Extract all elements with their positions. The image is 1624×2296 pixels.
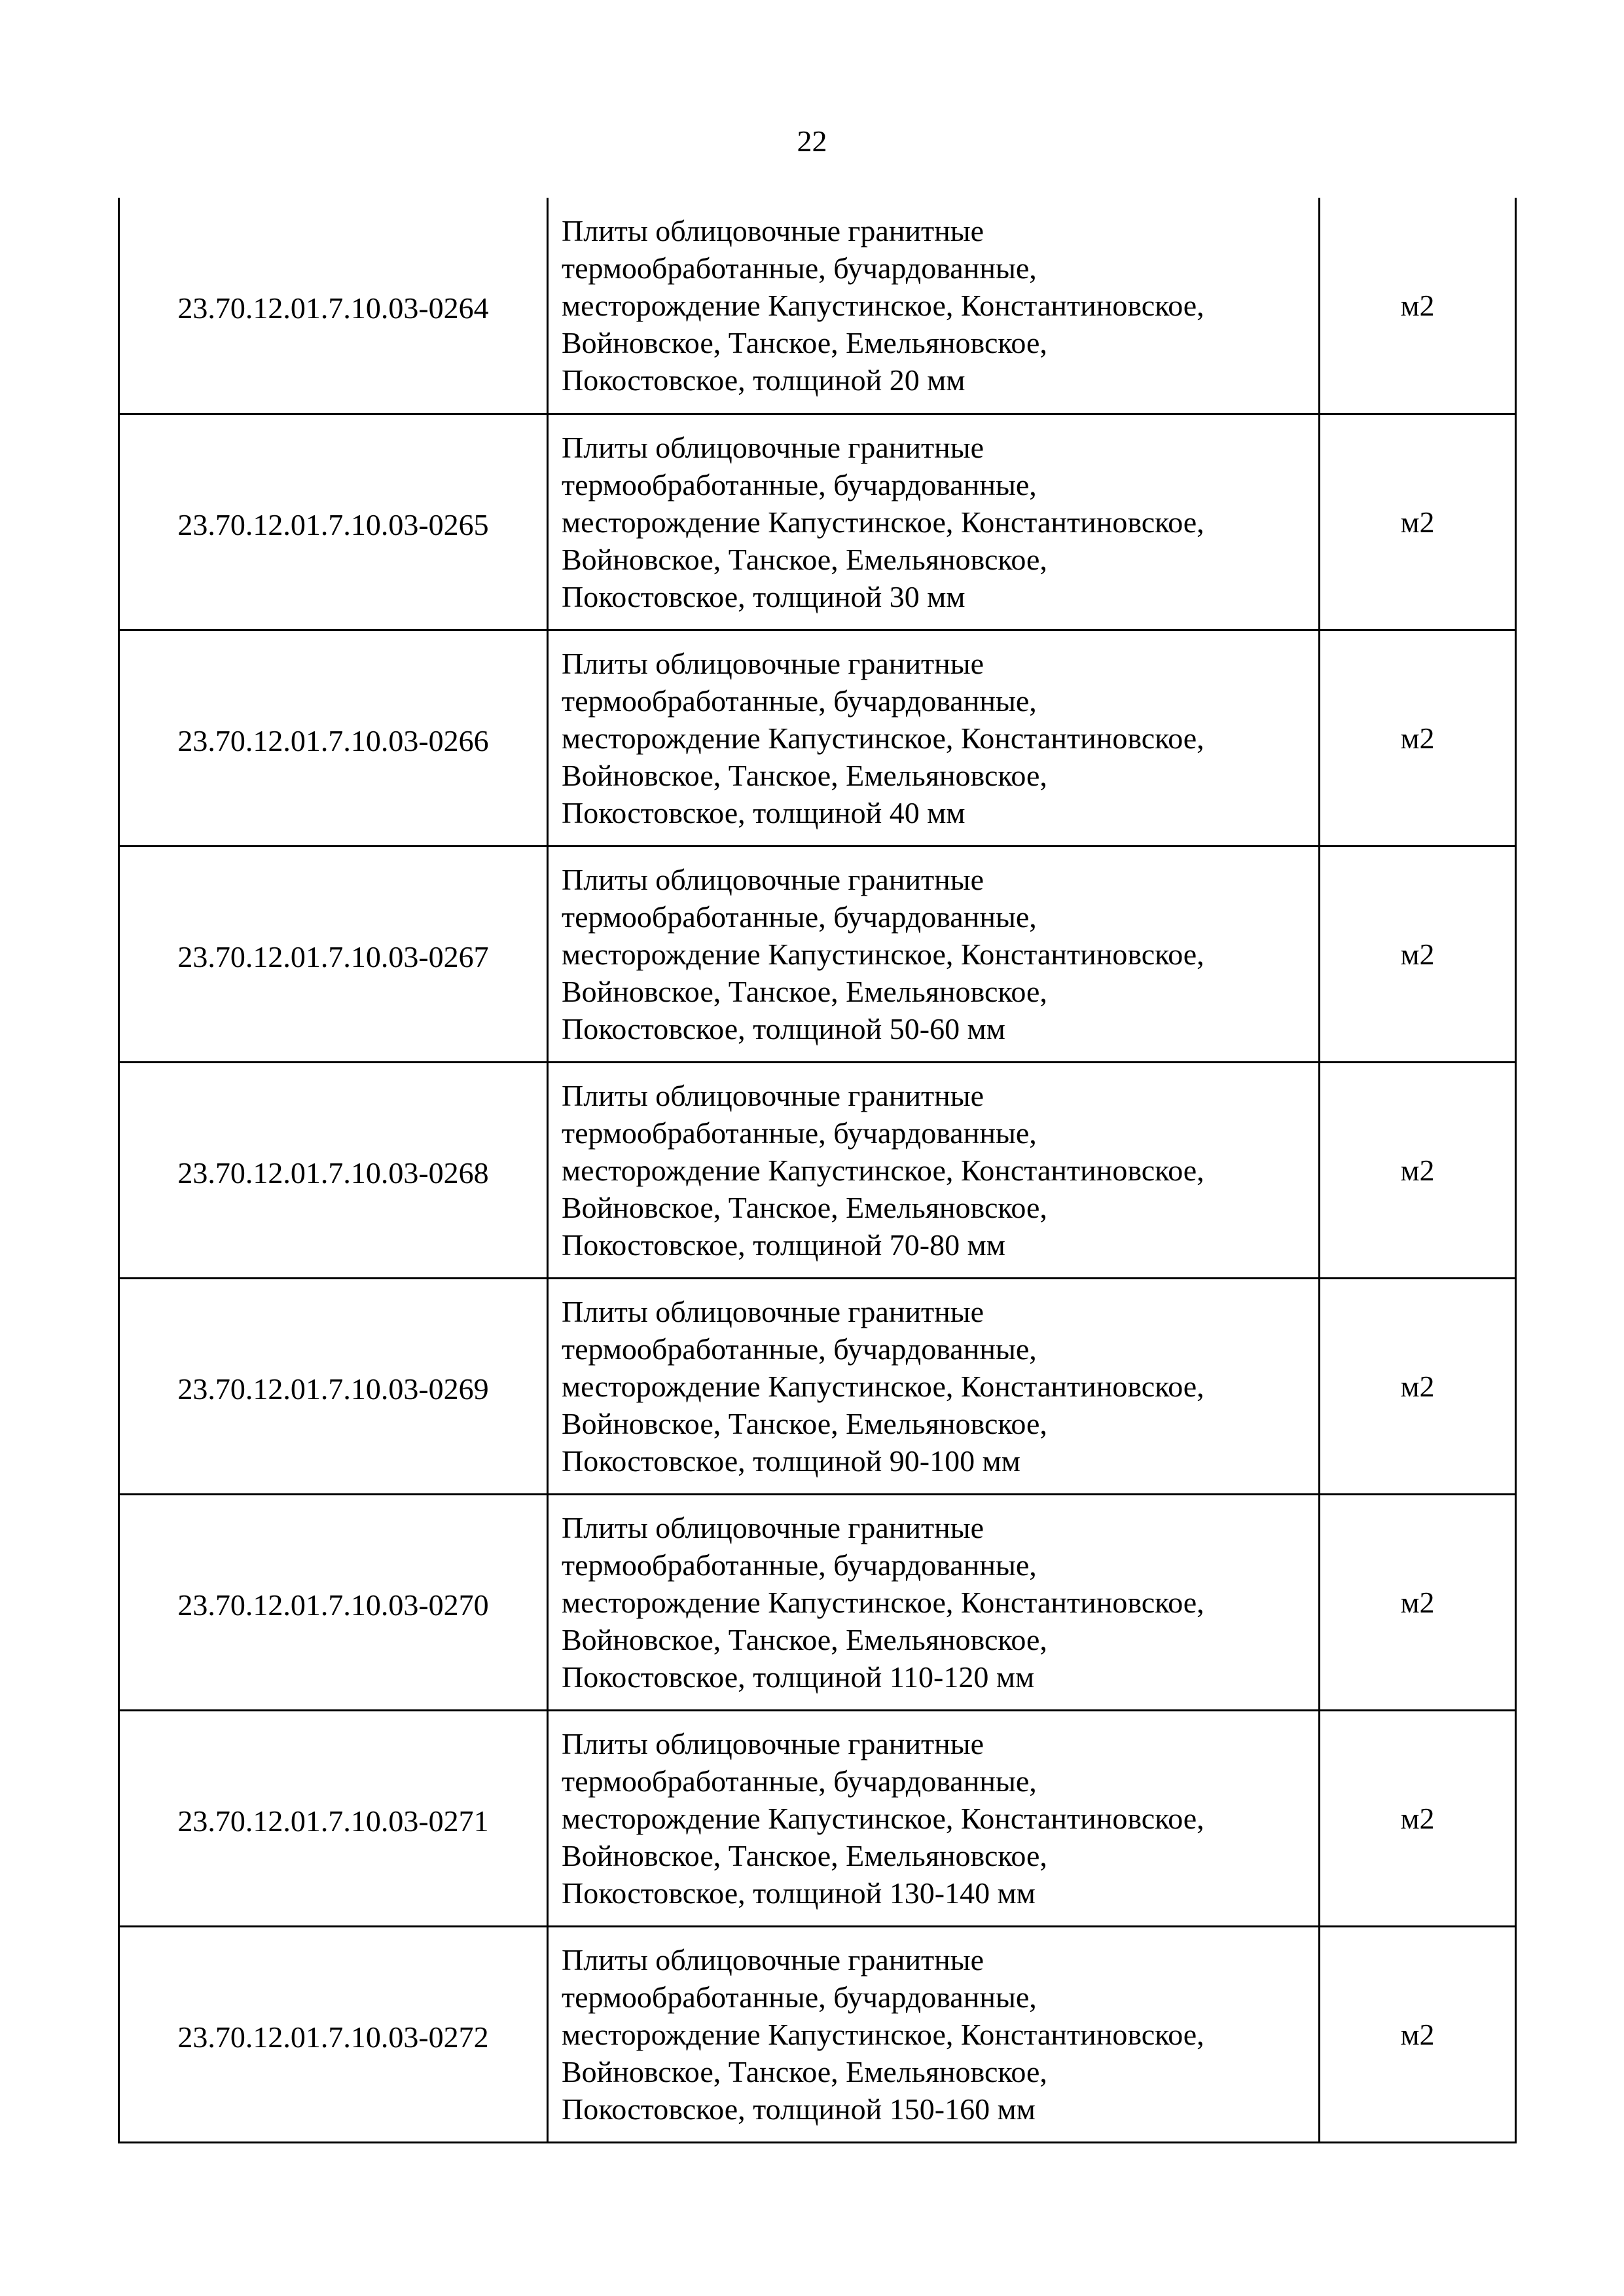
description-line: Покостовское, толщиной 50-60 мм [562,1011,1005,1046]
resource-description [548,1062,1320,1278]
table-row [119,198,1516,414]
description-line: месторождение Капустинское, Константиновское, [562,721,1204,755]
description-line: Плиты облицовочные гранитные [562,213,984,247]
resource-code: 23.70.12.01.7.10.03-0264 [119,198,548,414]
description-line: термообработанные, бучардованные, [562,251,1037,285]
resource-description [548,1926,1320,2142]
unit-of-measure: м2 [1320,846,1516,1062]
description-line: термообработанные, бучардованные, [562,1548,1037,1582]
resource-description [548,414,1320,630]
description-line: термообработанные, бучардованные, [562,683,1037,718]
resource-description [548,1494,1320,1710]
description-line: месторождение Капустинское, Константиновское, [562,1369,1204,1403]
table-row [119,630,1516,846]
resource-code: 23.70.12.01.7.10.03-0270 [119,1494,548,1710]
unit-of-measure: м2 [1320,414,1516,630]
description-line: Плиты облицовочные гранитные [562,1942,984,1977]
description-line: месторождение Капустинское, Константиновское, [562,937,1204,971]
description-line: Войновское, Танское, Емельяновское, [562,974,1047,1008]
resource-code: 23.70.12.01.7.10.03-0268 [119,1062,548,1278]
description-line: Покостовское, толщиной 130-140 мм [562,1876,1036,1910]
description-line: Плиты облицовочные гранитные [562,646,984,680]
table-row [119,1926,1516,2142]
table-row [119,1278,1516,1494]
description-line: термообработанные, бучардованные, [562,1980,1037,2014]
description-line: Покостовское, толщиной 90-100 мм [562,1444,1020,1478]
description-line: Войновское, Танское, Емельяновское, [562,1190,1047,1224]
description-line: Плиты облицовочные гранитные [562,1078,984,1112]
description-line: Плиты облицовочные гранитные [562,1726,984,1760]
description-line: термообработанные, бучардованные, [562,467,1037,501]
unit-of-measure: м2 [1320,1710,1516,1926]
description-line: Плиты облицовочные гранитные [562,1294,984,1328]
page-number: 22 [797,124,827,158]
description-line: месторождение Капустинское, Константиновское, [562,288,1204,322]
resource-description [548,1278,1320,1494]
table-row [119,414,1516,630]
resource-code: 23.70.12.01.7.10.03-0266 [119,630,548,846]
table-row [119,1710,1516,1926]
description-line: термообработанные, бучардованные, [562,1116,1037,1150]
resource-description [548,1710,1320,1926]
table-row [119,846,1516,1062]
table-row [119,1062,1516,1278]
description-line: месторождение Капустинское, Константиновское, [562,505,1204,539]
description-line: месторождение Капустинское, Константиновское, [562,1801,1204,1835]
resource-code: 23.70.12.01.7.10.03-0272 [119,1926,548,2142]
resource-description [548,198,1320,414]
description-line: месторождение Капустинское, Константиновское, [562,1585,1204,1619]
resource-description [548,630,1320,846]
resource-code: 23.70.12.01.7.10.03-0267 [119,846,548,1062]
description-line: месторождение Капустинское, Константиновское, [562,1153,1204,1187]
description-line: Покостовское, толщиной 20 мм [562,363,965,397]
description-line: Плиты облицовочные гранитные [562,430,984,464]
description-line: Покостовское, толщиной 30 мм [562,579,965,613]
description-line: Войновское, Танское, Емельяновское, [562,1622,1047,1656]
description-line: Покостовское, толщиной 150-160 мм [562,2092,1036,2126]
unit-of-measure: м2 [1320,198,1516,414]
description-line: Войновское, Танское, Емельяновское, [562,2054,1047,2088]
description-line: термообработанные, бучардованные, [562,1764,1037,1798]
unit-of-measure: м2 [1320,1278,1516,1494]
unit-of-measure: м2 [1320,630,1516,846]
table-row [119,1494,1516,1710]
unit-of-measure: м2 [1320,1062,1516,1278]
description-line: Покостовское, толщиной 40 мм [562,795,965,829]
description-line: Войновское, Танское, Емельяновское, [562,542,1047,576]
materials-table [118,198,1517,2143]
description-line: Войновское, Танское, Емельяновское, [562,325,1047,359]
description-line: месторождение Капустинское, Константиновское, [562,2017,1204,2051]
unit-of-measure: м2 [1320,1926,1516,2142]
description-line: Плиты облицовочные гранитные [562,1510,984,1544]
description-line: термообработанные, бучардованные, [562,1332,1037,1366]
resource-description [548,846,1320,1062]
description-line: Войновское, Танское, Емельяновское, [562,1838,1047,1872]
description-line: Плиты облицовочные гранитные [562,862,984,896]
resource-code: 23.70.12.01.7.10.03-0271 [119,1710,548,1926]
description-line: термообработанные, бучардованные, [562,900,1037,934]
description-line: Покостовское, толщиной 110-120 мм [562,1660,1035,1694]
description-line: Покостовское, толщиной 70-80 мм [562,1228,1005,1262]
resource-code: 23.70.12.01.7.10.03-0265 [119,414,548,630]
unit-of-measure: м2 [1320,1494,1516,1710]
description-line: Войновское, Танское, Емельяновское, [562,1406,1047,1440]
description-line: Войновское, Танское, Емельяновское, [562,758,1047,792]
resource-code: 23.70.12.01.7.10.03-0269 [119,1278,548,1494]
